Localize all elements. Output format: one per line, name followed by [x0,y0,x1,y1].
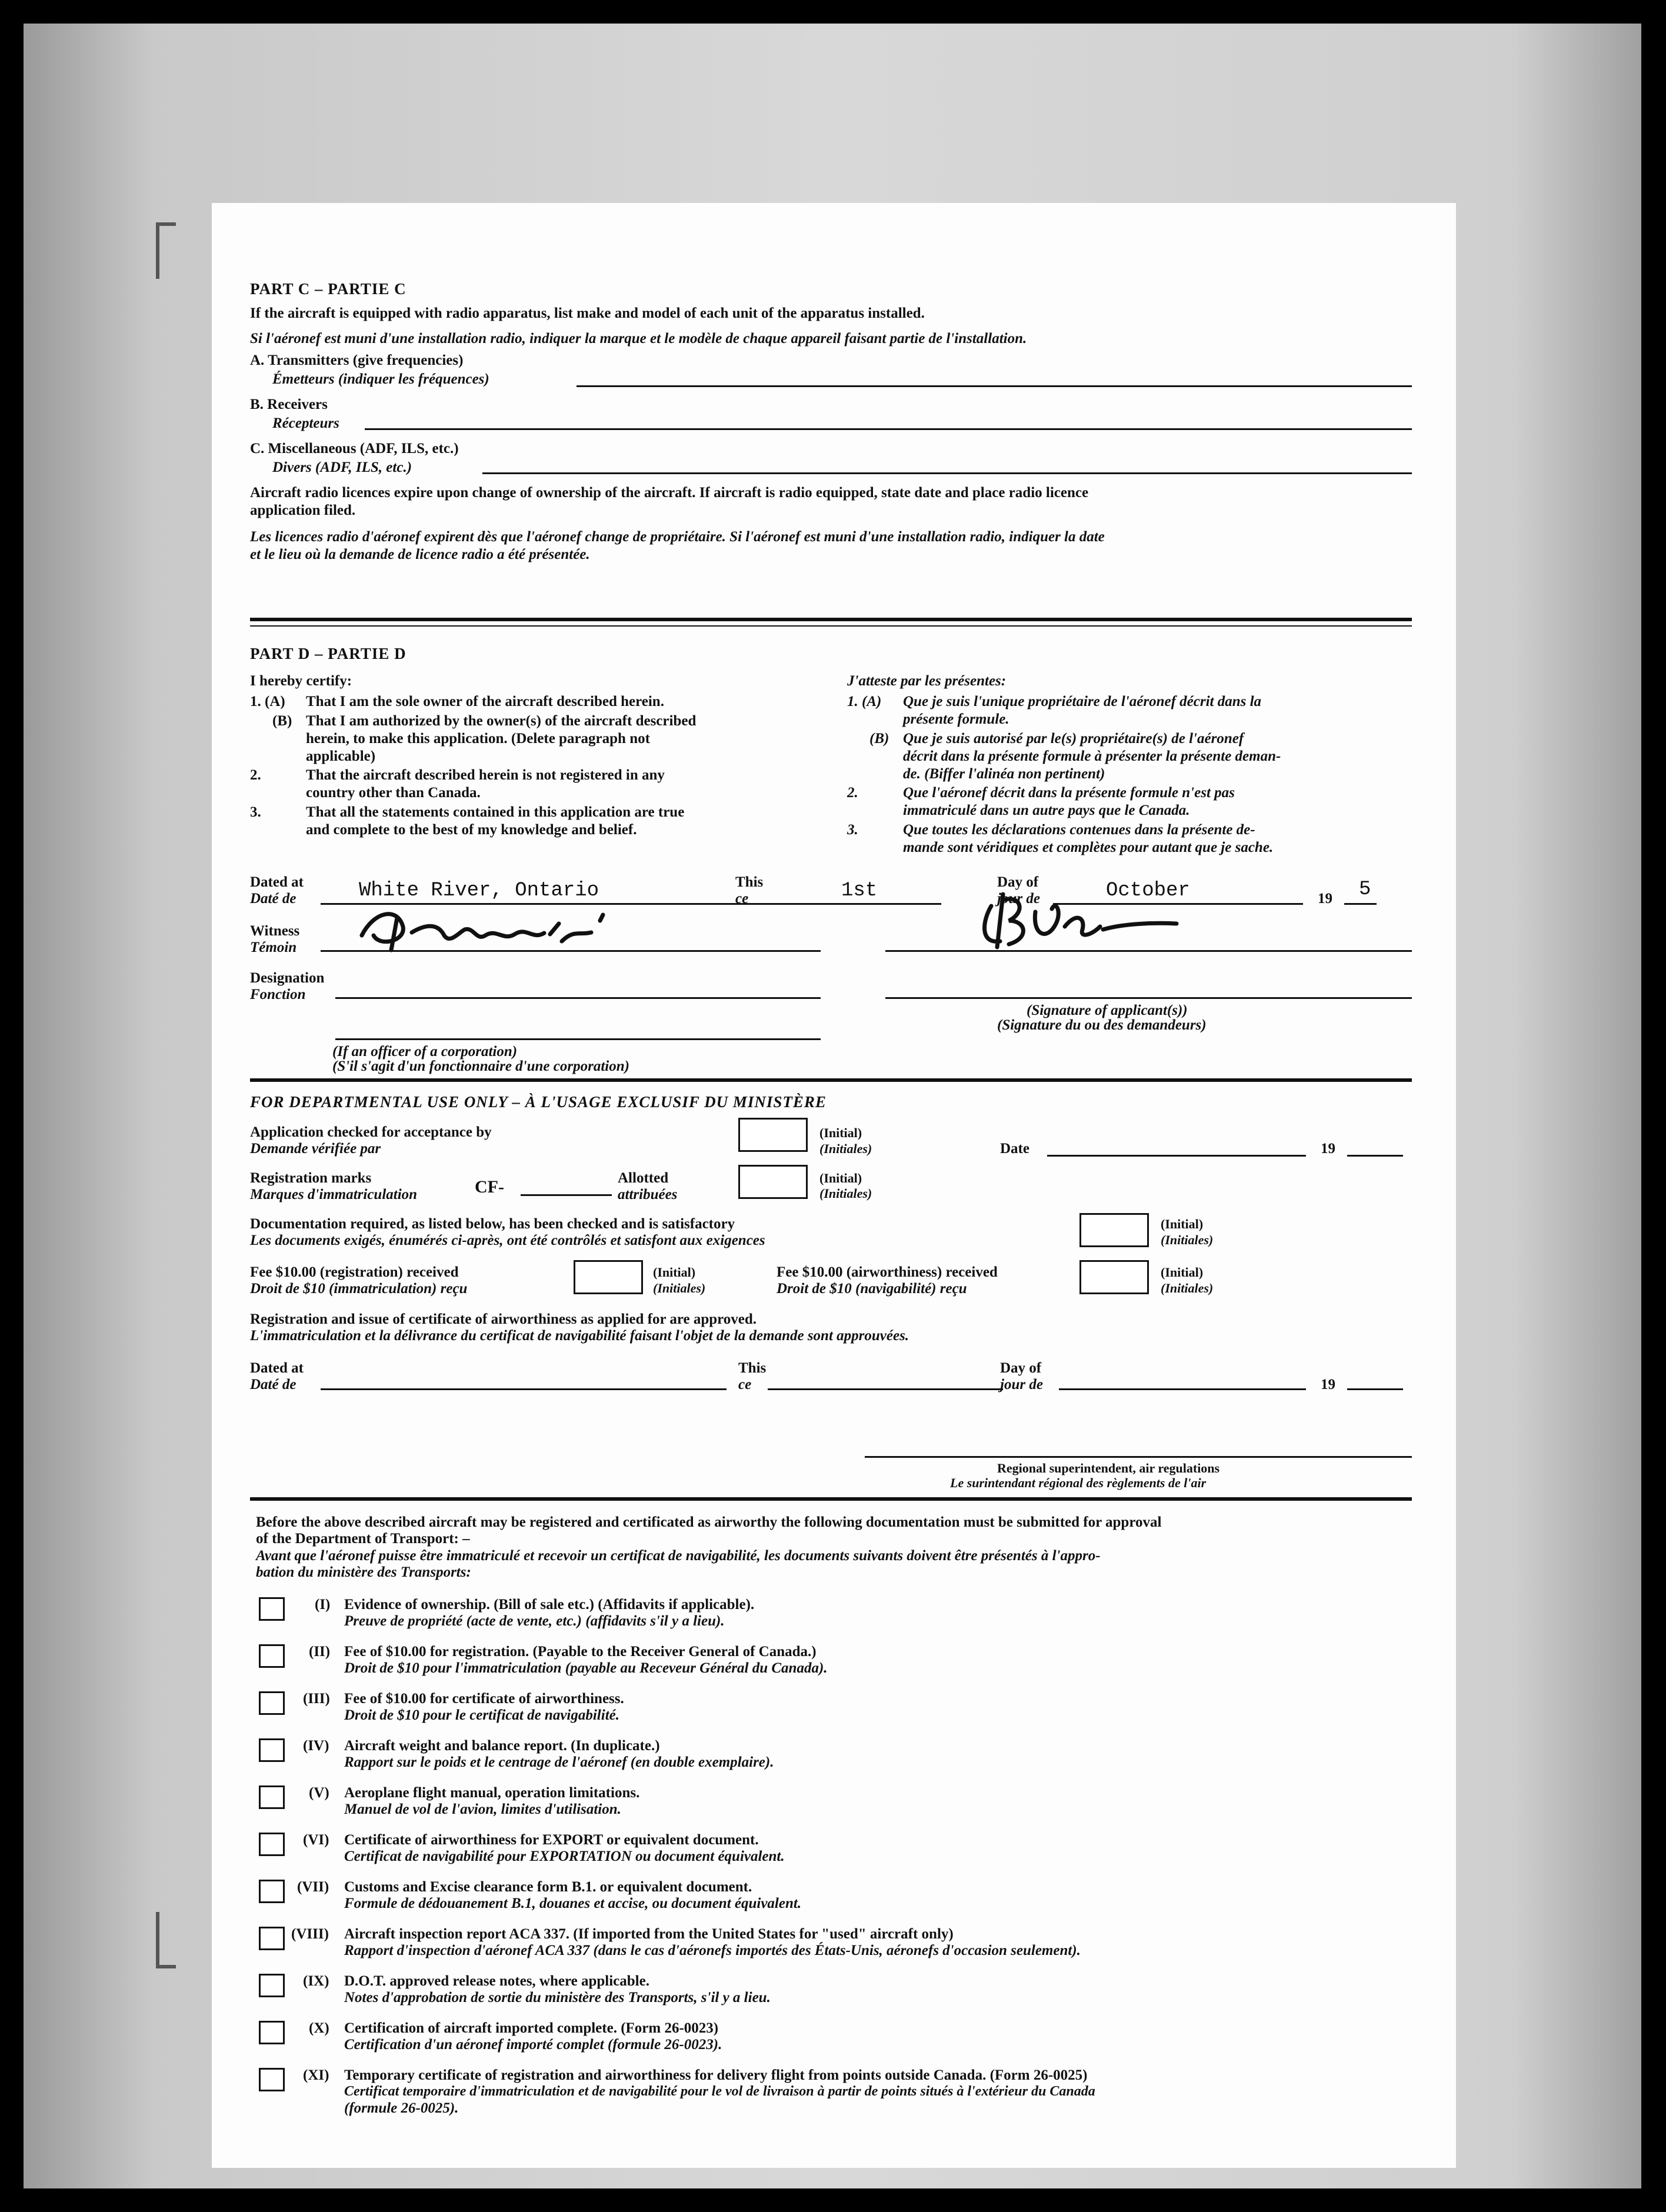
item-text-en: Fee of $10.00 for certificate of airworthiness. [344,1691,624,1707]
designation-field[interactable] [335,997,821,999]
scan-corner-mark [156,222,176,279]
certify-en: I hereby certify: [250,673,352,689]
signature-caption-en: (Signature of applicant(s)) [1027,1002,1188,1018]
year-value[interactable]: 5 [1359,878,1371,901]
signature-caption-fr: (Signature du ou des demandeurs) [997,1017,1207,1033]
item-number: (B) [272,713,292,729]
dept-year-field[interactable] [1347,1155,1403,1157]
dept-year-field-2[interactable] [1347,1388,1403,1390]
part-c-intro-fr: Si l'aéronef est muni d'une installation radio, indiquer la marque et le modèle de chaque appareil faisant partie de l'installation. [250,331,1027,347]
witness-label: Witness [250,923,300,939]
documentation-checkbox[interactable] [259,1974,285,1997]
day-of-value[interactable]: October [1106,880,1190,902]
documentation-checkbox[interactable] [259,2021,285,2044]
scan-corner-mark [156,1912,176,1968]
item-numeral: (VIII) [291,1926,329,1942]
section-divider-thin [250,625,1412,627]
item-numeral: (X) [309,2020,329,2036]
receivers-label-fr: Récepteurs [272,415,339,431]
documentation-checkbox[interactable] [259,1738,285,1762]
item-number: 3. [847,822,858,838]
certify-3-2: and complete to the best of my knowledge and belief. [306,822,637,838]
reg-marks-label: Registration marks [250,1170,372,1186]
dated-at-label: Dated at [250,874,304,890]
section-divider [250,1078,1412,1082]
item-numeral: (XI) [303,2067,329,2083]
officer-caption-fr: (S'il s'agit d'un fonctionnaire d'une corporation) [332,1058,629,1074]
this-value[interactable]: 1st [841,880,878,902]
part-c-heading: PART C – PARTIE C [250,280,406,298]
initial-label-fr: (Initiales) [819,1141,872,1156]
documentation-checkbox[interactable] [259,1880,285,1903]
transmitters-label: A. Transmitters (give frequencies) [250,352,464,368]
year-field [1344,903,1377,905]
documentation-checkbox[interactable] [259,1597,285,1621]
designation-field-2[interactable] [335,1038,821,1040]
documentation-checked-label-fr: Les documents exigés, énumérés ci-après, ont été contrôlés et satisfont aux exigences [250,1232,765,1248]
dept-dated-at-label: Dated at [250,1360,304,1376]
superintendent-caption-en: Regional superintendent, air regulations [997,1461,1220,1475]
item-text-en: Aircraft inspection report ACA 337. (If imported from the United States for "used" aircraft only) [344,1926,954,1942]
transmitters-field[interactable] [577,385,1412,387]
misc-field[interactable] [482,472,1412,474]
certify-fr-2-2: immatriculé dans un autre pays que le Canada. [903,802,1190,818]
certify-2-1: That the aircraft described herein is not registered in any [306,767,665,783]
designation-label: Designation [250,970,325,986]
item-number: 1. (A) [847,694,882,709]
dept-year-prefix-2: 19 [1321,1377,1335,1393]
fee-registration-initial-box[interactable] [574,1260,643,1294]
receivers-field[interactable] [365,428,1412,430]
initial-label: (Initial) [1161,1265,1204,1280]
initial-label-fr: (Initiales) [1161,1232,1214,1247]
item-text-fr-2: (formule 26-0025). [344,2100,459,2116]
certify-fr-1b-3: de. (Biffer l'alinéa non pertinent) [903,766,1105,782]
certify-fr-1a-1: Que je suis l'unique propriétaire de l'aéronef décrit dans la [903,694,1262,709]
superintendent-signature-field[interactable] [865,1456,1412,1458]
documentation-intro-en-2: of the Department of Transport: – [256,1531,470,1547]
initial-label: (Initial) [1161,1217,1204,1231]
dated-at-label-fr: Daté de [250,891,296,907]
radio-note-en-2: application filed. [250,502,356,518]
dated-at-value[interactable]: White River, Ontario [359,880,599,902]
initial-label-fr: (Initiales) [653,1281,706,1295]
item-number: 1. (A) [250,694,285,709]
dept-day-of-label-fr: jour de [1000,1377,1043,1393]
this-field [765,903,941,905]
item-text-en: Certificate of airworthiness for EXPORT or equivalent document. [344,1832,759,1848]
dept-heading: FOR DEPARTMENTAL USE ONLY – À L'USAGE EXCLUSIF DU MINISTÈRE [250,1093,827,1111]
item-number: 2. [847,785,858,801]
item-text-en: Customs and Excise clearance form B.1. or equivalent document. [344,1879,752,1895]
dept-day-of-field[interactable] [1059,1388,1306,1390]
certify-1a: That I am the sole owner of the aircraft described herein. [306,694,664,709]
documentation-initial-box[interactable] [1079,1213,1149,1247]
checked-initial-box[interactable] [738,1118,808,1152]
initial-label-fr: (Initiales) [1161,1281,1214,1295]
item-text-fr: Droit de $10 pour le certificat de navigabilité. [344,1707,619,1723]
item-text-en: Aircraft weight and balance report. (In duplicate.) [344,1738,660,1754]
item-text-fr: Formule de dédouanement B.1, douanes et accise, ou document équivalent. [344,1895,802,1911]
witness-field [321,950,821,952]
item-numeral: (II) [309,1644,331,1660]
fee-airworthiness-initial-box[interactable] [1079,1260,1149,1294]
part-c-intro-en: If the aircraft is equipped with radio apparatus, list make and model of each unit of the apparatus installed. [250,305,925,321]
item-text-fr: Certificat temporaire d'immatriculation et de navigabilité pour le vol de livraison à partir de points situés à l'extérieur du Canada [344,2084,1095,2099]
item-text-fr: Manuel de vol de l'avion, limites d'utilisation. [344,1801,621,1817]
date-label: Date [1000,1141,1029,1157]
superintendent-caption-fr: Le surintendant régional des règlements de l'air [950,1475,1207,1490]
this-label: This [735,874,764,890]
witness-label-fr: Témoin [250,940,297,955]
dept-this-label: This [738,1360,767,1376]
section-divider [250,1497,1412,1501]
applicant-signature-field-2 [885,997,1412,999]
part-d-heading: PART D – PARTIE D [250,645,406,662]
officer-caption-en: (If an officer of a corporation) [332,1044,518,1060]
cf-prefix: CF- [475,1177,504,1197]
designation-label-fr: Fonction [250,987,306,1002]
approval-en: Registration and issue of certificate of airworthiness as applied for are approved. [250,1311,757,1327]
item-numeral: (IV) [303,1738,329,1754]
initial-label: (Initial) [653,1265,696,1280]
certify-fr-3-2: mande sont véridiques et complètes pour autant que je sache. [903,840,1274,855]
applicant-signature-field-1 [885,950,1412,952]
day-of-label: Day of [997,874,1039,890]
applicant-signature [977,888,1188,953]
item-text-en: Evidence of ownership. (Bill of sale etc.) (Affidavits if applicable). [344,1597,755,1613]
reg-marks-field[interactable] [521,1194,612,1196]
fee-registration-label-fr: Droit de $10 (immatriculation) reçu [250,1281,468,1297]
certify-1b-3: applicable) [306,748,376,764]
documentation-intro-fr-2: bation du ministère des Transports: [256,1564,471,1580]
item-numeral: (VI) [303,1832,329,1848]
initial-label: (Initial) [819,1125,862,1140]
allotted-label: Allotted [618,1170,669,1186]
item-text-fr: Rapport sur le poids et le centrage de l'aéronef (en double exemplaire). [344,1754,774,1770]
item-number: 3. [250,804,261,820]
item-number: 2. [250,767,261,783]
documentation-checkbox[interactable] [259,1785,285,1809]
item-number: (B) [869,731,889,747]
item-text-fr: Rapport d'inspection d'aéronef ACA 337 (dans le cas d'aéronefs importés des États-Unis, aéronefs d'occasion seulement). [344,1943,1081,1958]
certify-fr-2-1: Que l'aéronef décrit dans la présente formule n'est pas [903,785,1235,801]
reg-marks-label-fr: Marques d'immatriculation [250,1187,418,1202]
this-label-fr: ce [735,891,749,907]
item-text-fr: Preuve de propriété (acte de vente, etc.) (affidavits s'il y a lieu). [344,1613,725,1629]
transmitters-label-fr: Émetteurs (indiquer les fréquences) [272,371,489,387]
documentation-checked-label: Documentation required, as listed below, has been checked and is satisfactory [250,1216,735,1232]
item-numeral: (VII) [297,1879,329,1895]
certify-fr: J'atteste par les présentes: [847,673,1007,689]
dept-this-field[interactable] [768,1388,1003,1390]
item-text-fr: Certification d'un aéronef importé complet (formule 26-0023). [344,2037,722,2053]
item-numeral: (IX) [303,1973,329,1989]
day-of-label-fr: jour de [997,891,1040,907]
item-text-en: Fee of $10.00 for registration. (Payable to the Receiver General of Canada.) [344,1644,817,1660]
item-numeral: (III) [303,1691,330,1707]
documentation-checkbox[interactable] [259,1833,285,1856]
certify-fr-1b-1: Que je suis autorisé par le(s) propriétaire(s) de l'aéronef [903,731,1244,747]
year-prefix: 19 [1318,891,1332,907]
form-page [212,203,1456,2168]
dept-dated-at-field[interactable] [321,1388,727,1390]
fee-airworthiness-label: Fee $10.00 (airworthiness) received [777,1264,998,1280]
dept-year-prefix: 19 [1321,1141,1335,1157]
item-text-en: D.O.T. approved release notes, where applicable. [344,1973,649,1989]
checked-label: Application checked for acceptance by [250,1124,492,1140]
item-text-en: Aeroplane flight manual, operation limitations. [344,1785,640,1801]
radio-note-fr-1: Les licences radio d'aéronef expirent dès que l'aéronef change de propriétaire. Si l'aéronef est muni d'une installation radio, indiquer la date [250,529,1105,545]
documentation-intro-fr-1: Avant que l'aéronef puisse être immatriculé et recevoir un certificat de navigabilité, les documents suivants doivent être présentés à l'appro- [256,1548,1101,1564]
checked-label-fr: Demande vérifiée par [250,1141,381,1157]
certify-fr-1b-2: décrit dans la présente formule à présenter la présente deman- [903,748,1281,764]
certify-1b-1: That I am authorized by the owner(s) of the aircraft described [306,713,697,729]
item-text-en: Temporary certificate of registration and airworthiness for delivery flight from points outside Canada. (Form 26-0025) [344,2067,1088,2083]
fee-airworthiness-label-fr: Droit de $10 (navigabilité) reçu [777,1281,967,1297]
witness-signature [356,900,621,956]
item-text-fr: Droit de $10 pour l'immatriculation (payable au Receveur Général du Canada). [344,1660,828,1676]
initial-label: (Initial) [819,1171,862,1185]
documentation-checkbox[interactable] [259,1644,285,1668]
dept-this-label-fr: ce [738,1377,752,1393]
receivers-label: B. Receivers [250,397,328,412]
allotted-label-fr: attribuées [618,1187,678,1202]
certify-1b-2: herein, to make this application. (Delete paragraph not [306,731,650,747]
certify-2-2: country other than Canada. [306,785,481,801]
fee-registration-label: Fee $10.00 (registration) received [250,1264,459,1280]
documentation-checkbox[interactable] [259,1691,285,1715]
dept-dated-at-label-fr: Daté de [250,1377,296,1393]
item-text-fr: Notes d'approbation de sortie du ministère des Transports, s'il y a lieu. [344,1990,771,2006]
certify-3-1: That all the statements contained in this application are true [306,804,685,820]
item-text-fr: Certificat de navigabilité pour EXPORTATION ou document équivalent. [344,1848,785,1864]
allotted-initial-box[interactable] [738,1165,808,1199]
misc-label: C. Miscellaneous (ADF, ILS, etc.) [250,441,459,457]
initial-label-fr: (Initiales) [819,1186,872,1201]
radio-note-en-1: Aircraft radio licences expire upon change of ownership of the aircraft. If aircraft is radio equipped, state date and place radio licence [250,485,1089,501]
documentation-checkbox[interactable] [259,2068,285,2091]
dept-date-field[interactable] [1047,1155,1306,1157]
section-divider [250,618,1412,621]
certify-fr-1a-2: présente formule. [903,711,1009,727]
approval-fr: L'immatriculation et la délivrance du certificat de navigabilité faisant l'objet de la demande sont approuvées. [250,1328,909,1344]
item-numeral: (V) [309,1785,329,1801]
item-text-en: Certification of aircraft imported complete. (Form 26-0023) [344,2020,719,2036]
item-numeral: (I) [315,1597,331,1613]
documentation-checkbox[interactable] [259,1927,285,1950]
dept-day-of-label: Day of [1000,1360,1042,1376]
certify-fr-3-1: Que toutes les déclarations contenues dans la présente de- [903,822,1255,838]
misc-label-fr: Divers (ADF, ILS, etc.) [272,459,412,475]
documentation-intro-en-1: Before the above described aircraft may be registered and certificated as airworthy the following documentation must be submitted for approval [256,1514,1162,1530]
radio-note-fr-2: et le lieu où la demande de licence radio a été présentée. [250,547,590,562]
